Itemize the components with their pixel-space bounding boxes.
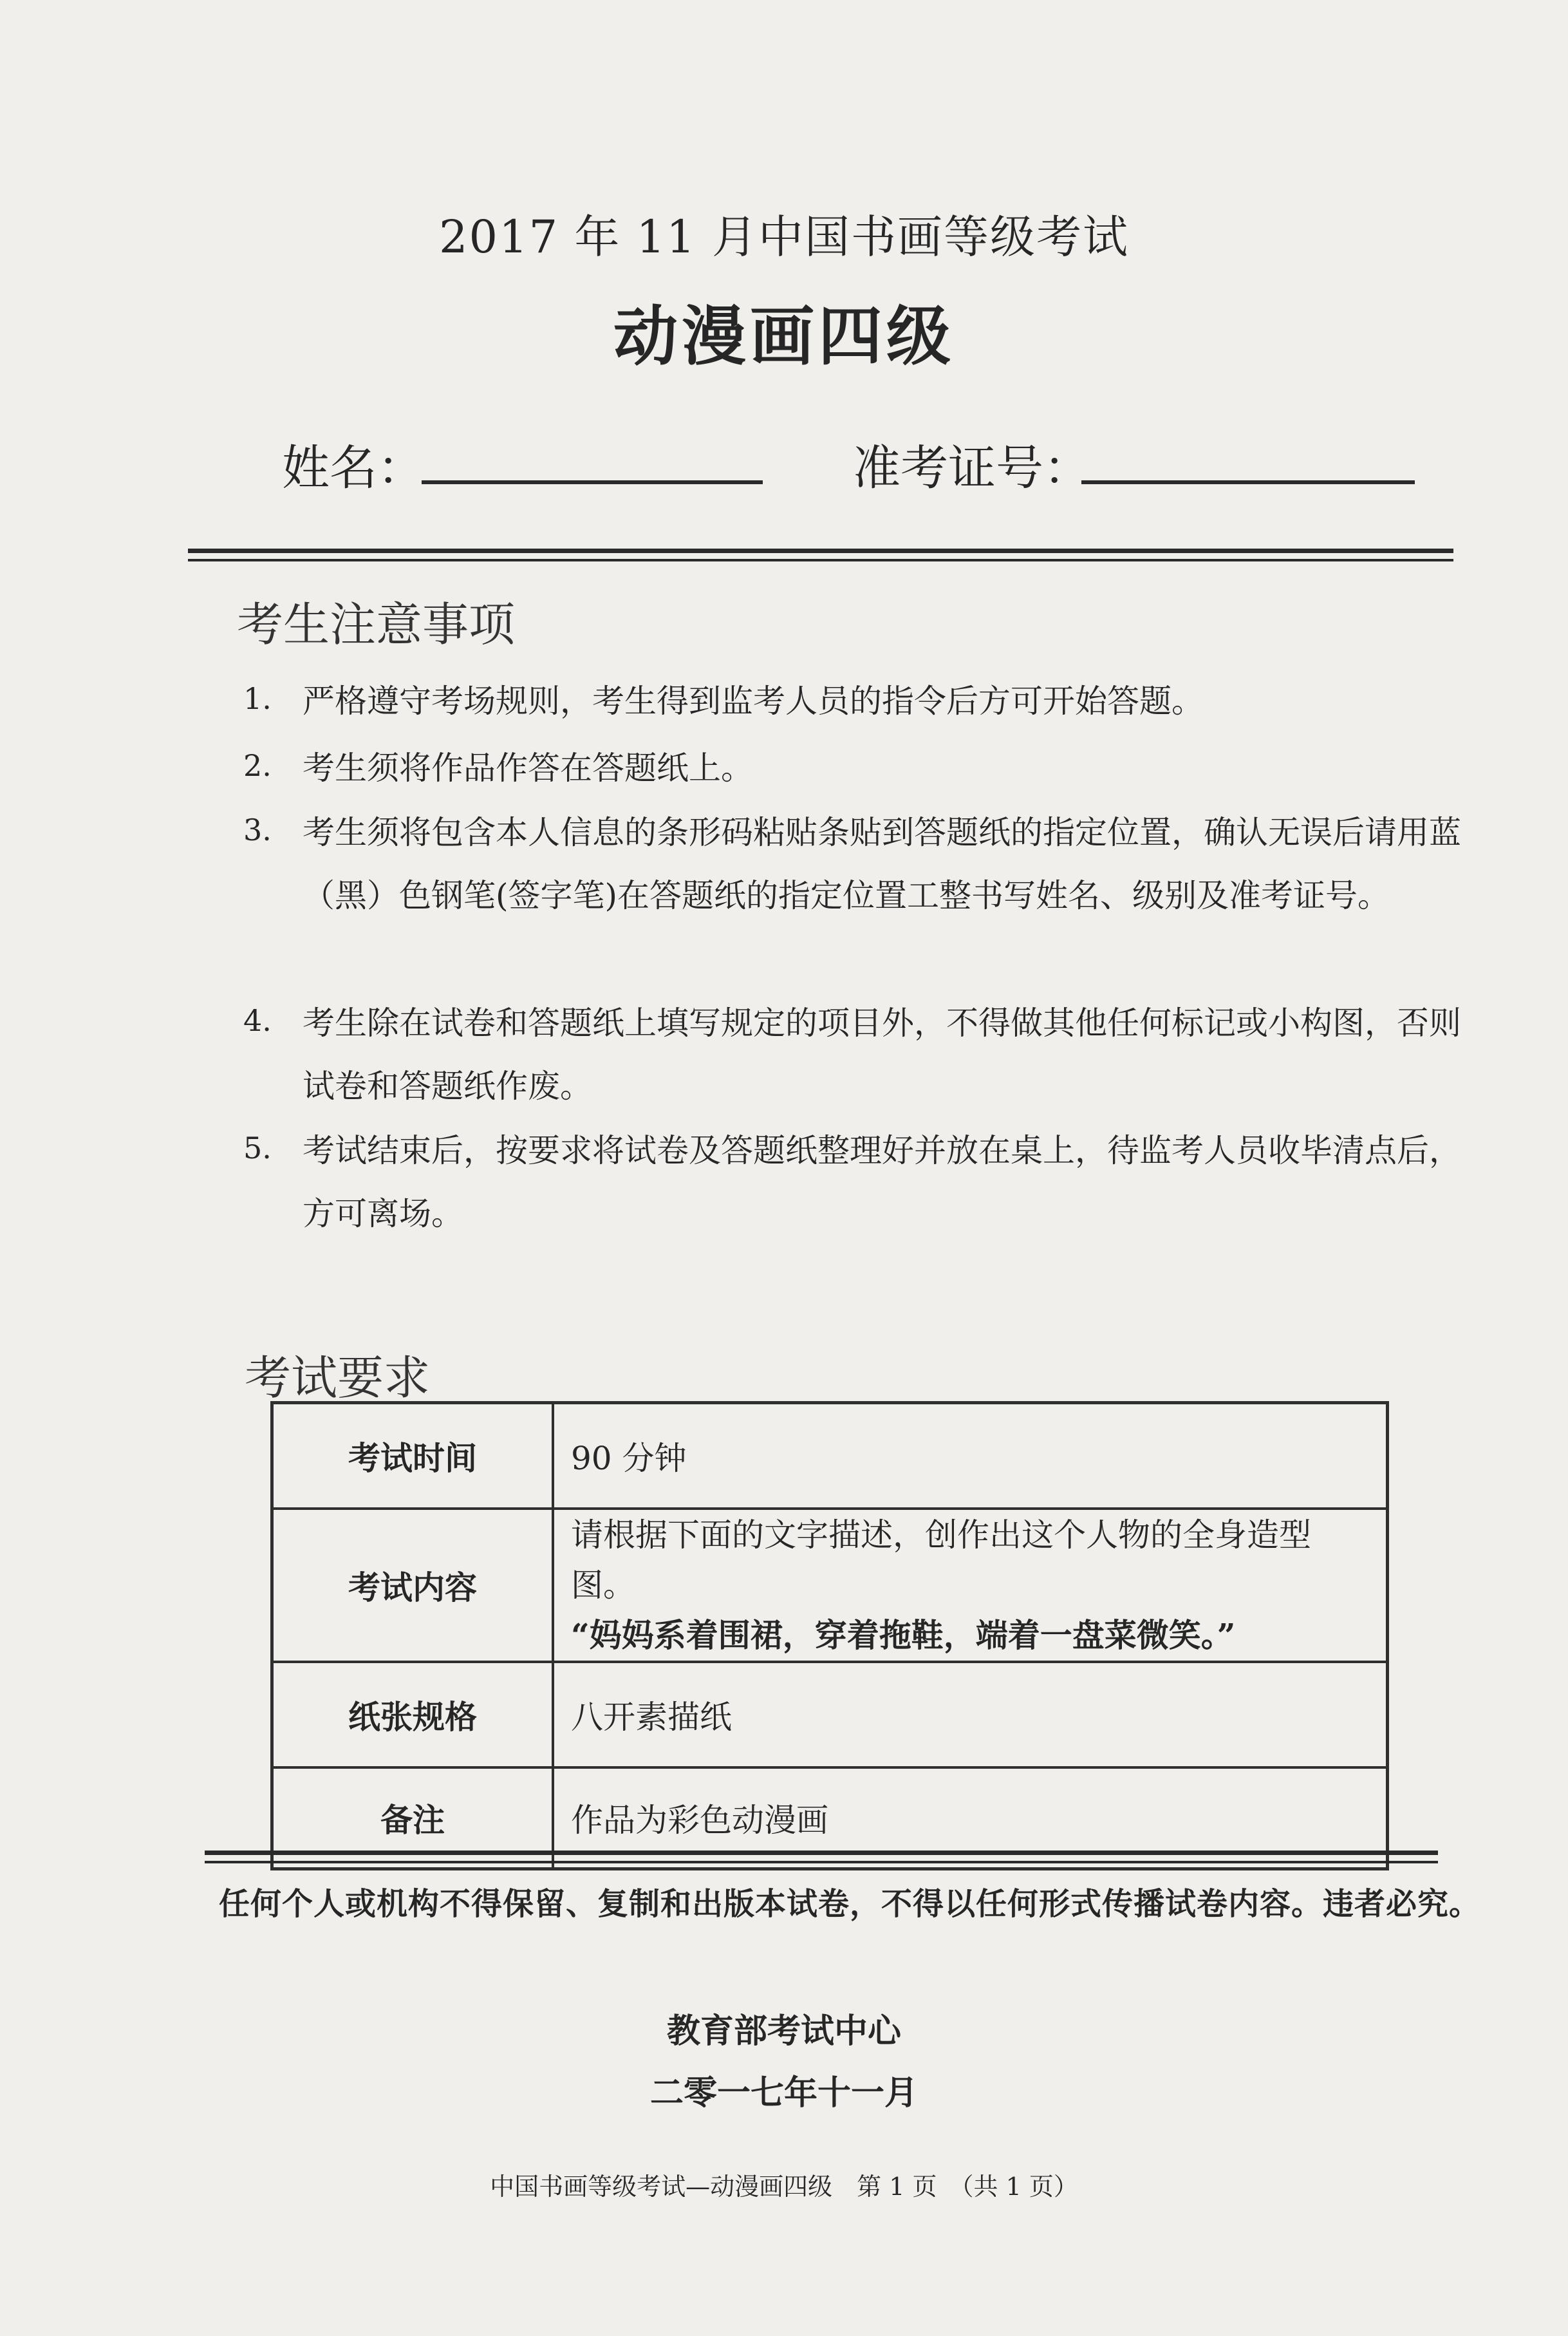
name-blank-line bbox=[422, 480, 763, 484]
name-label: 姓名： bbox=[282, 440, 425, 496]
content-quote: “妈妈系着围裙，穿着拖鞋，端着一盘菜微笑。” bbox=[571, 1615, 1236, 1654]
issue-date: 二零一七年十一月 bbox=[649, 2074, 918, 2113]
top-divider-thin bbox=[188, 559, 1453, 561]
bottom-divider-thick bbox=[205, 1851, 1438, 1855]
exam-level-title: 动漫画四级 bbox=[613, 298, 955, 374]
requirements-heading: 考试要求 bbox=[245, 1351, 431, 1405]
exam-id-label: 准考证号： bbox=[853, 440, 1091, 496]
issuer-name: 教育部考试中心 bbox=[666, 2012, 901, 2051]
table-value-cell: 八开素描纸 bbox=[553, 1662, 1388, 1767]
table-key-cell: 备注 bbox=[272, 1767, 554, 1869]
note-text: 严格遵守考场规则，考生得到监考人员的指令后方可开始答题。 bbox=[303, 683, 1204, 720]
note-text: 考生须将作品作答在答题纸上。 bbox=[303, 749, 753, 787]
note-number: 5. bbox=[243, 1131, 272, 1165]
note-number: 1. bbox=[243, 681, 272, 716]
table-key-cell: 考试时间 bbox=[272, 1403, 554, 1509]
content-instruction: 请根据下面的文字描述，创作出这个人物的全身造型图。 bbox=[571, 1516, 1311, 1604]
exam-title: 2017 年 11 月中国书画等级考试 bbox=[439, 211, 1129, 263]
note-text: 考生须将包含本人信息的条形码粘贴条贴到答题纸的指定位置，确认无误后请用蓝（黑）色钢笔(签字笔)在答题纸的指定位置工整书写姓名、级别及准考证号。 bbox=[303, 814, 1461, 914]
note-text: 考生除在试卷和答题纸上填写规定的项目外，不得做其他任何标记或小构图，否则试卷和答题纸作废。 bbox=[303, 1004, 1461, 1105]
top-divider-thick bbox=[188, 549, 1453, 553]
exam-id-blank-line bbox=[1081, 480, 1415, 484]
table-row bbox=[272, 1403, 1388, 1509]
notes-heading: 考生注意事项 bbox=[237, 598, 516, 652]
note-number: 4. bbox=[243, 1003, 272, 1038]
table-key-cell: 考试内容 bbox=[272, 1509, 554, 1662]
note-text: 考试结束后，按要求将试卷及答题纸整理好并放在桌上，待监考人员收毕清点后，方可离场。 bbox=[303, 1132, 1461, 1232]
page-footer: 中国书画等级考试—动漫画四级 第 1 页 （共 1 页） bbox=[490, 2172, 1078, 2201]
note-number: 3. bbox=[243, 813, 272, 847]
requirements-table bbox=[270, 1401, 1389, 1870]
table-value-cell: 90 分钟 bbox=[553, 1403, 1388, 1509]
bottom-divider-thin bbox=[205, 1861, 1438, 1863]
table-row bbox=[272, 1509, 1388, 1662]
table-key-cell: 纸张规格 bbox=[272, 1662, 554, 1767]
table-value-cell bbox=[553, 1509, 1388, 1662]
copyright-warning: 任何个人或机构不得保留、复制和出版本试卷，不得以任何形式传播试卷内容。违者必究。 bbox=[219, 1886, 1481, 1922]
table-value-cell: 作品为彩色动漫画 bbox=[553, 1767, 1388, 1869]
note-number: 2. bbox=[243, 748, 272, 783]
table-row bbox=[272, 1662, 1388, 1767]
